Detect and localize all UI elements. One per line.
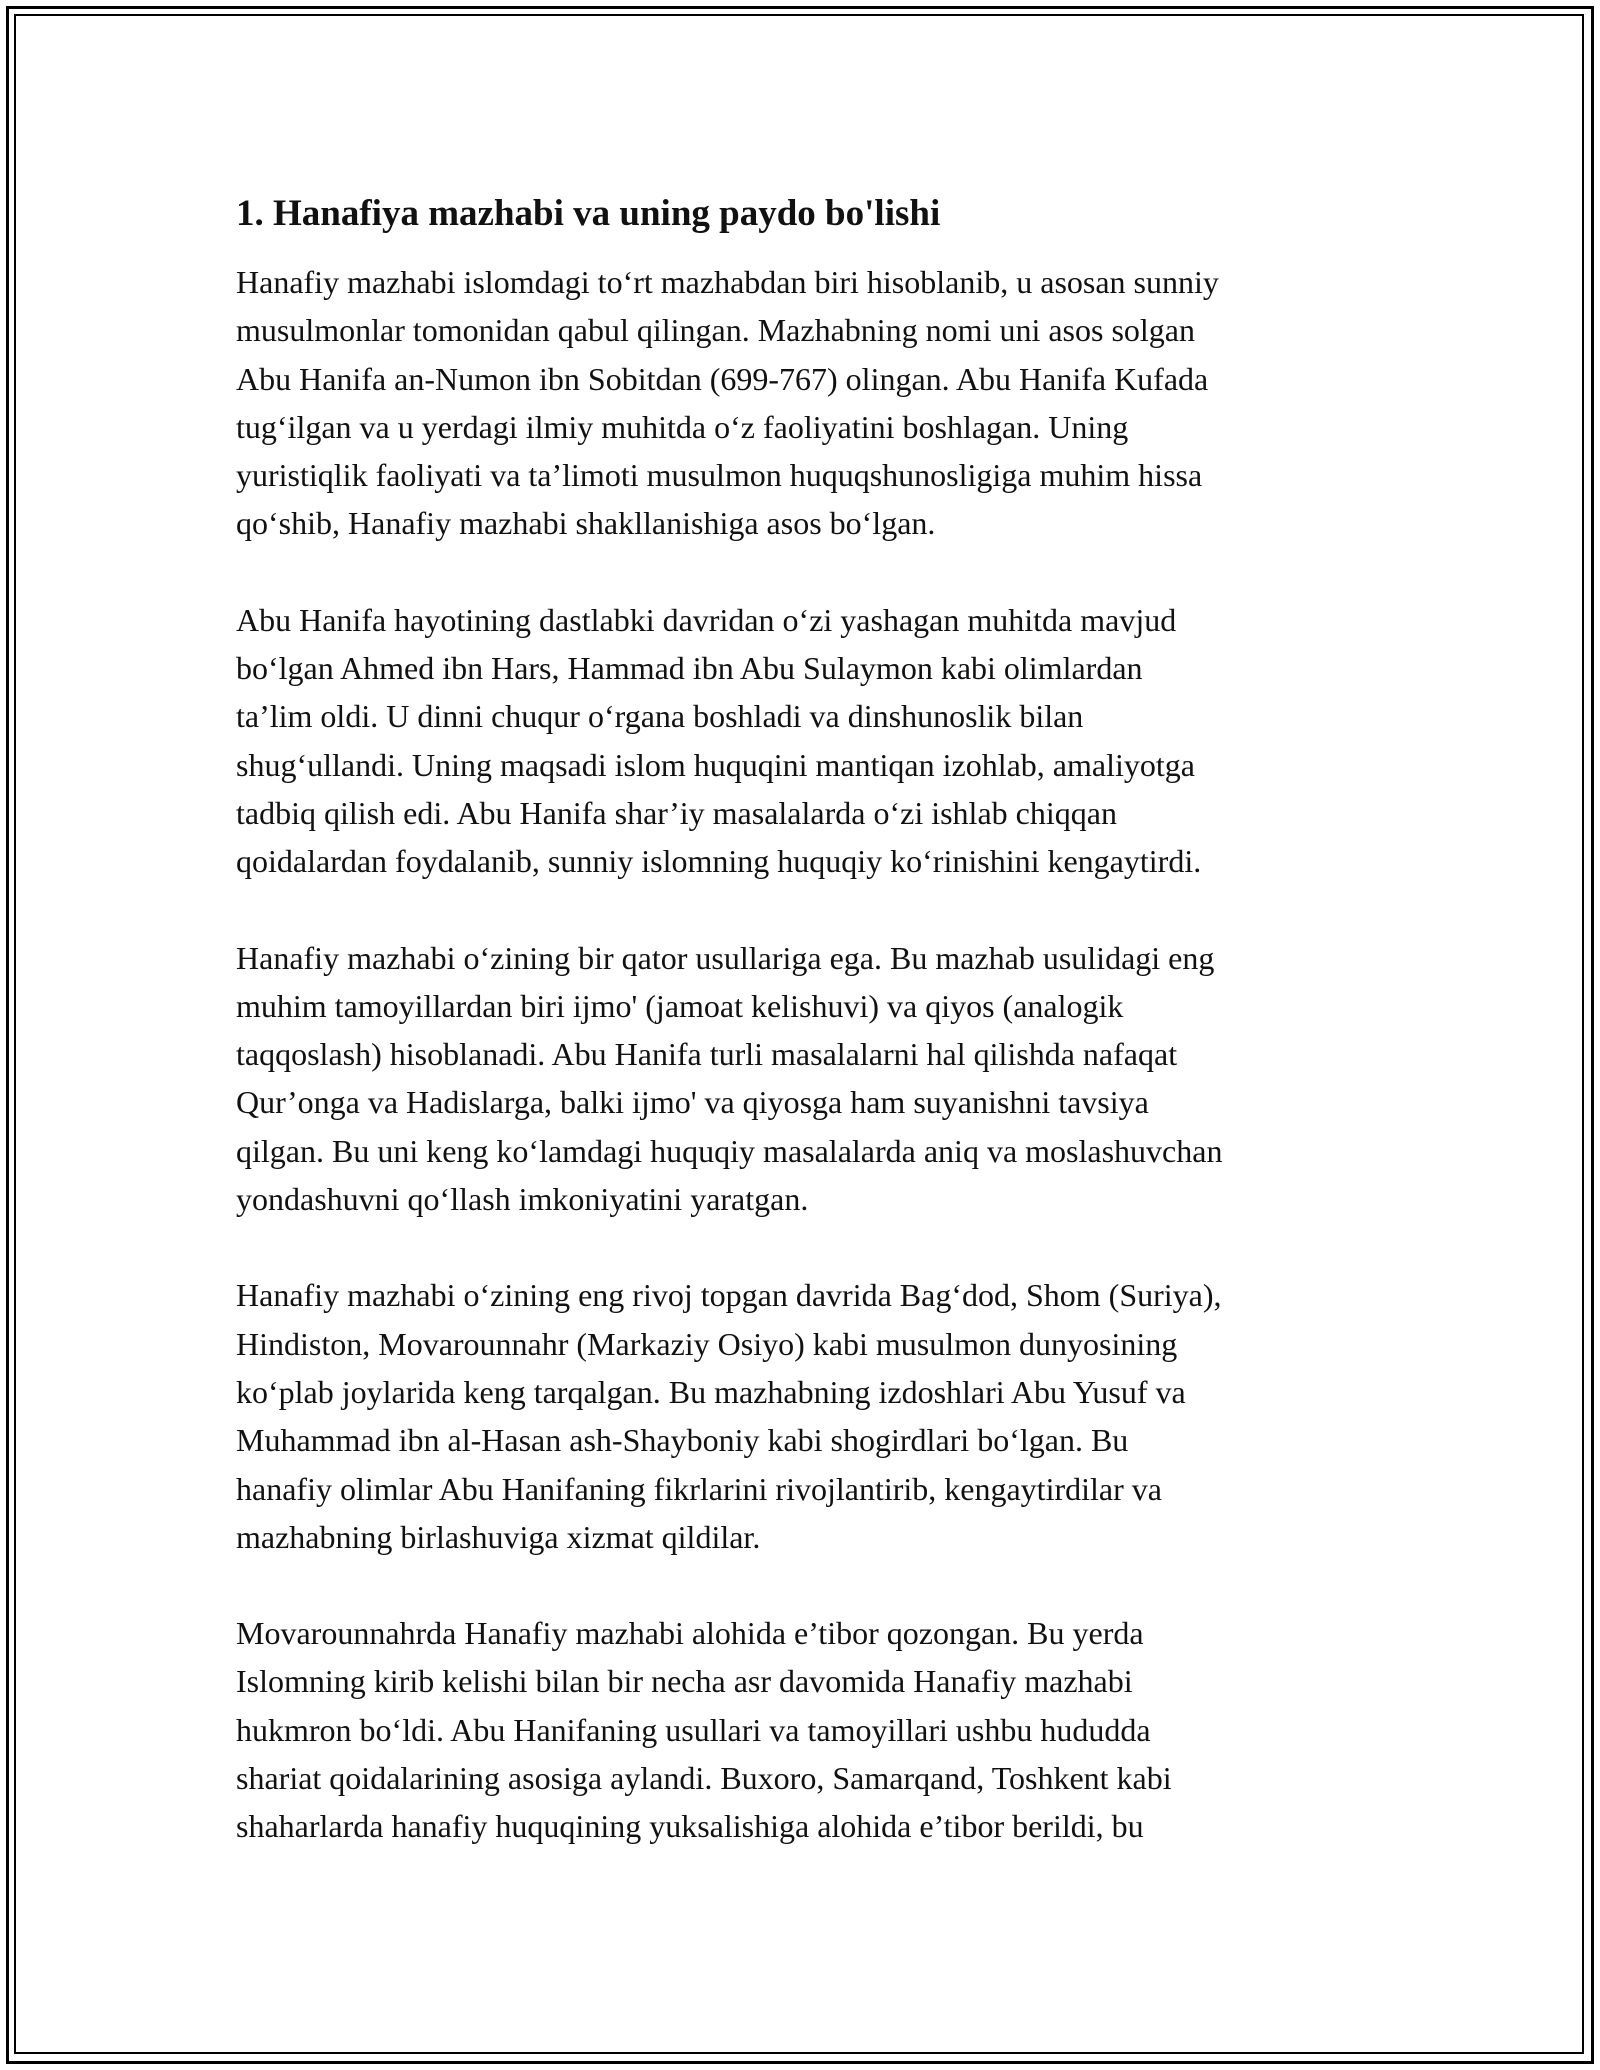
- text-line: hanafiy olimlar Abu Hanifaning fikrlarini rivojlantirib, kengaytirdilar va: [236, 1470, 1162, 1507]
- text-line: ko‘plab joylarida keng tarqalgan. Bu mazhabning izdoshlari Abu Yusuf va: [236, 1373, 1186, 1410]
- text-line: musulmonlar tomonidan qabul qilingan. Mazhabning nomi uni asos solgan: [236, 312, 1195, 349]
- text-line: Muhammad ibn al-Hasan ash-Shayboniy kabi shogirdlari bo‘lgan. Bu: [236, 1422, 1129, 1459]
- text-line: Hindiston, Movarounnahr (Markaziy Osiyo) kabi musulmon dunyosining: [236, 1325, 1178, 1362]
- paragraph-3: [236, 934, 1396, 1224]
- text-line: shaharlarda hanafiy huquqining yuksalishiga alohida e’tibor berildi, bu: [236, 1808, 1144, 1845]
- text-line: hukmron bo‘ldi. Abu Hanifaning usullari va tamoyillari ushbu hududda: [236, 1711, 1151, 1748]
- text-line: Abu Hanifa hayotining dastlabki davridan o‘zi yashagan muhitda mavjud: [236, 601, 1177, 638]
- text-line: yondashuvni qo‘llash imkoniyatini yaratgan.: [236, 1181, 809, 1218]
- document-body: [236, 190, 1396, 1899]
- text-line: shariat qoidalarining asosiga aylandi. Buxoro, Samarqand, Toshkent kabi: [236, 1760, 1172, 1797]
- text-line: qo‘shib, Hanafiy mazhabi shakllanishiga asos bo‘lgan.: [236, 505, 936, 542]
- text-line: muhim tamoyillardan biri ijmo' (jamoat kelishuvi) va qiyos (analogik: [236, 987, 1124, 1024]
- text-line: ta’lim oldi. U dinni chuqur o‘rgana boshladi va dinshunoslik bilan: [236, 698, 1084, 735]
- text-line: shug‘ullandi. Uning maqsadi islom huquqini mantiqan izohlab, amaliyotga: [236, 746, 1195, 783]
- text-line: tug‘ilgan va u yerdagi ilmiy muhitda o‘z faoliyatini boshlagan. Uning: [236, 408, 1129, 445]
- text-line: Hanafiy mazhabi islomdagi to‘rt mazhabdan biri hisoblanib, u asosan sunniy: [236, 264, 1219, 300]
- text-line: tadbiq qilish edi. Abu Hanifa shar’iy masalalarda o‘zi ishlab chiqqan: [236, 794, 1117, 831]
- text-line: qoidalardan foydalanib, sunniy islomning huquqiy ko‘rinishini kengaytirdi.: [236, 843, 1202, 880]
- text-line: yuristiqlik faoliyati va ta’limoti musulmon huquqshunosligiga muhim hissa: [236, 457, 1203, 494]
- paragraph-2: [236, 596, 1396, 886]
- text-line: Movarounnahrda Hanafiy mazhabi alohida e’tibor qozongan. Bu yerda: [236, 1615, 1144, 1652]
- text-line: mazhabning birlashuviga xizmat qildilar.: [236, 1518, 761, 1555]
- section-heading: 1. Hanafiya mazhabi va uning paydo bo'lishi: [236, 193, 941, 234]
- text-line: Hanafiy mazhabi o‘zining eng rivoj topgan davrida Bag‘dod, Shom (Suriya),: [236, 1277, 1222, 1314]
- text-line: qilgan. Bu uni keng ko‘lamdagi huquqiy masalalarda aniq va moslashuvchan: [236, 1132, 1223, 1169]
- paragraph-4: [236, 1271, 1396, 1561]
- text-line: Islomning kirib kelishi bilan bir necha asr davomida Hanafiy mazhabi: [236, 1663, 1133, 1700]
- text-line: bo‘lgan Ahmed ibn Hars, Hammad ibn Abu Sulaymon kabi olimlardan: [236, 650, 1143, 687]
- text-line: Qur’onga va Hadislarga, balki ijmo' va qiyosga ham suyanishni tavsiya: [236, 1084, 1149, 1121]
- text-line: taqqoslash) hisoblanadi. Abu Hanifa turli masalalarni hal qilishda nafaqat: [236, 1036, 1178, 1073]
- text-line: Hanafiy mazhabi o‘zining bir qator usullariga ega. Bu mazhab usulidagi eng: [236, 939, 1215, 976]
- text-line: Abu Hanifa an-Numon ibn Sobitdan (699-767) olingan. Abu Hanifa Kufada: [236, 360, 1209, 397]
- paragraph-1: [236, 258, 1396, 548]
- paragraph-5: [236, 1609, 1396, 1850]
